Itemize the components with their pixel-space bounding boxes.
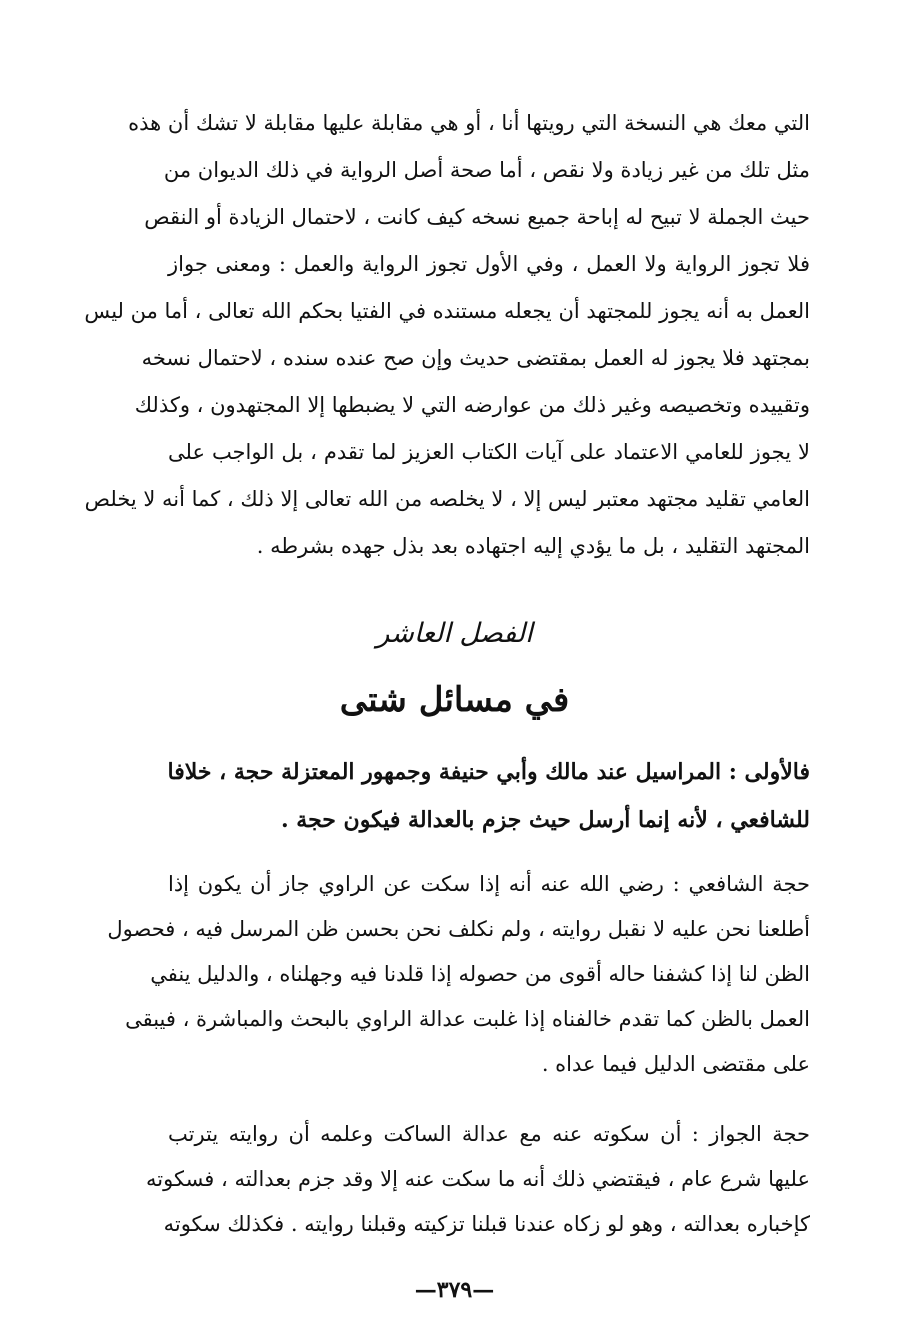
text-line: حجة الشافعي : رضي الله عنه أنه إذا سكت عن الراوي جاز أن يكون إذا bbox=[168, 872, 810, 896]
text-line: حجة الجواز : أن سكوته عنه مع عدالة الساكت وعلمه أن روايته يترتب bbox=[168, 1122, 810, 1146]
text-line: بمجتهد فلا يجوز له العمل بمقتضى حديث وإن صح عنده سنده ، لاحتمال نسخه bbox=[141, 346, 810, 370]
permission-argument-paragraph bbox=[146, 1112, 810, 1247]
text-line: العمل بالظن كما تقدم خالفناه إذا غلبت عدالة الراوي بالبحث والمباشرة ، فيبقى bbox=[125, 1007, 810, 1031]
text-line: للشافعي ، لأنه إنما أرسل حيث جزم بالعدالة فيكون حجة . bbox=[280, 807, 810, 833]
text-line: فالأولى : المراسيل عند مالك وأبي حنيفة وجمهور المعتزلة حجة ، خلافا bbox=[167, 759, 810, 785]
text-line: كإخباره بعدالته ، وهو لو زكاه عندنا قبلنا تزكيته وقبلنا روايته . فكذلك سكوته bbox=[163, 1212, 810, 1236]
text-line: فلا تجوز الرواية ولا العمل ، وفي الأول تجوز الرواية والعمل : ومعنى جواز bbox=[168, 252, 810, 276]
text-line: التي معك هي النسخة التي رويتها أنا ، أو هي مقابلة عليها مقابلة لا تشك أن هذه bbox=[128, 111, 810, 135]
shafii-argument-paragraph bbox=[107, 862, 810, 1087]
text-line: وتقييده وتخصيصه وغير ذلك من عوارضه التي لا يضبطها إلا المجتهدون ، وكذلك bbox=[134, 393, 810, 417]
text-line: أطلعنا نحن عليه لا نقبل روايته ، ولم نكلف نحن بحسن ظن المرسل فيه ، فحصول bbox=[107, 917, 810, 941]
text-line: على مقتضى الدليل فيما عداه . bbox=[541, 1052, 810, 1076]
chapter-heading: الفصل العاشر bbox=[376, 618, 533, 649]
text-line: حيث الجملة لا تبيح له إباحة جميع نسخه كيف كانت ، لاحتمال الزيادة أو النقص bbox=[144, 205, 810, 229]
text-line: لا يجوز للعامي الاعتماد على آيات الكتاب العزيز لما تقدم ، بل الواجب على bbox=[168, 440, 810, 464]
page-number: —٣٧٩— bbox=[414, 1277, 495, 1303]
text-line: العمل به أنه يجوز للمجتهد أن يجعله مستنده في الفتيا بحكم الله تعالى ، أما من ليس bbox=[84, 299, 810, 323]
first-issue-paragraph bbox=[168, 748, 810, 844]
text-line: المجتهد التقليد ، بل ما يؤدي إليه اجتهاده بعد بذل جهده بشرطه . bbox=[256, 534, 810, 558]
text-line: مثل تلك من غير زيادة ولا نقص ، أما صحة أصل الرواية في ذلك الديوان من bbox=[163, 158, 810, 182]
text-line: عليها شرع عام ، فيقتضي ذلك أنه ما سكت عنه إلا وقد جزم بعدالته ، فسكوته bbox=[146, 1167, 810, 1191]
section-title: في مسائل شتى bbox=[339, 680, 570, 720]
text-line: الظن لنا إذا كشفنا حاله أقوى من حصوله إذا قلدنا فيه وجهلناه ، والدليل ينفي bbox=[150, 962, 810, 986]
intro-paragraph bbox=[84, 100, 810, 570]
text-line: العامي تقليد مجتهد معتبر ليس إلا ، لا يخلصه من الله تعالى إلا ذلك ، كما أنه لا يخلص bbox=[84, 487, 810, 511]
